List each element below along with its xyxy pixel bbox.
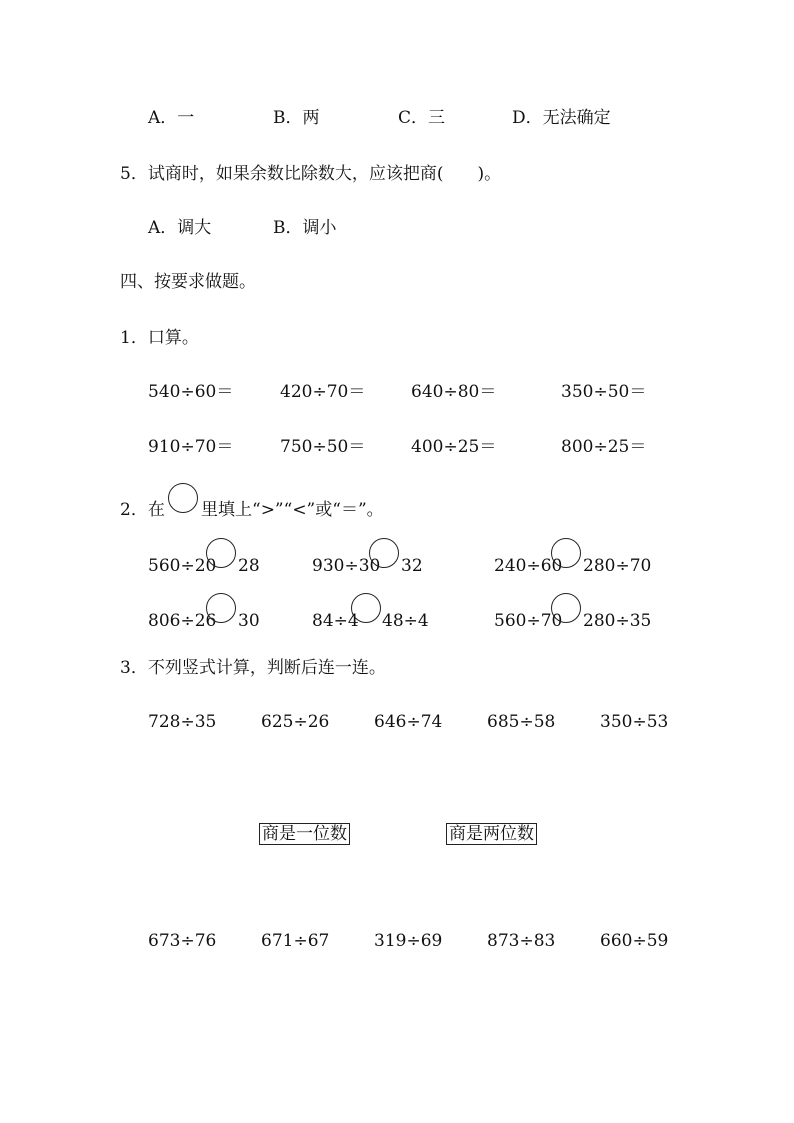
mental-calc-item: 910÷70＝ <box>148 437 234 457</box>
compare-left: 560÷70 <box>494 611 563 631</box>
compare-right: 32 <box>401 556 423 576</box>
mental-calc-item: 400÷25＝ <box>411 437 497 457</box>
mental-calc-item: 640÷80＝ <box>411 382 497 402</box>
problem-2-title-prefix: 2．在 <box>120 500 165 520</box>
box-two-digit[interactable]: 商是两位数 <box>446 823 537 845</box>
mental-calc-item: 800÷25＝ <box>561 437 647 457</box>
compare-right: 280÷35 <box>583 611 652 631</box>
q5-option-a: A．调大 <box>148 218 212 238</box>
circle-icon <box>168 483 198 513</box>
compare-left: 930÷30 <box>312 556 381 576</box>
division-item[interactable]: 319÷69 <box>374 931 443 951</box>
division-item[interactable]: 685÷58 <box>487 712 556 732</box>
q5-question: 5．试商时，如果余数比除数大，应该把商( )。 <box>120 164 502 184</box>
compare-right: 30 <box>238 611 260 631</box>
mental-calc-item: 540÷60＝ <box>148 382 234 402</box>
compare-right: 28 <box>238 556 260 576</box>
compare-left: 84÷4 <box>312 611 359 631</box>
q4-option-b: B．两 <box>273 108 320 128</box>
mental-calc-item: 420÷70＝ <box>280 382 366 402</box>
q4-option-a: A．一 <box>148 108 195 128</box>
compare-circle[interactable] <box>369 538 399 568</box>
q4-option-d: D．无法确定 <box>512 108 611 128</box>
section-title: 四、按要求做题。 <box>120 272 256 292</box>
division-item[interactable]: 673÷76 <box>148 931 217 951</box>
mental-calc-item: 350÷50＝ <box>561 382 647 402</box>
division-item[interactable]: 350÷53 <box>600 712 669 732</box>
problem-2-title-suffix: 里填上“>”“<”或“＝”。 <box>201 500 384 520</box>
mental-calc-item: 750÷50＝ <box>280 437 366 457</box>
box-one-digit[interactable]: 商是一位数 <box>259 823 350 845</box>
division-item[interactable]: 625÷26 <box>261 712 330 732</box>
problem-1-title: 1．口算。 <box>120 328 199 348</box>
division-item[interactable]: 728÷35 <box>148 712 217 732</box>
compare-right: 280÷70 <box>583 556 652 576</box>
compare-left: 560÷20 <box>148 556 217 576</box>
division-item[interactable]: 660÷59 <box>600 931 669 951</box>
compare-circle[interactable] <box>551 538 581 568</box>
division-item[interactable]: 671÷67 <box>261 931 330 951</box>
compare-circle[interactable] <box>351 593 381 623</box>
compare-circle[interactable] <box>206 593 236 623</box>
problem-3-title: 3．不列竖式计算，判断后连一连。 <box>120 658 386 678</box>
compare-circle[interactable] <box>206 538 236 568</box>
q5-option-b: B．调小 <box>273 218 337 238</box>
q4-option-c: C．三 <box>398 108 446 128</box>
compare-circle[interactable] <box>551 593 581 623</box>
compare-right: 48÷4 <box>382 611 429 631</box>
division-item[interactable]: 646÷74 <box>374 712 443 732</box>
compare-left: 240÷60 <box>494 556 563 576</box>
compare-left: 806÷26 <box>148 611 217 631</box>
division-item[interactable]: 873÷83 <box>487 931 556 951</box>
